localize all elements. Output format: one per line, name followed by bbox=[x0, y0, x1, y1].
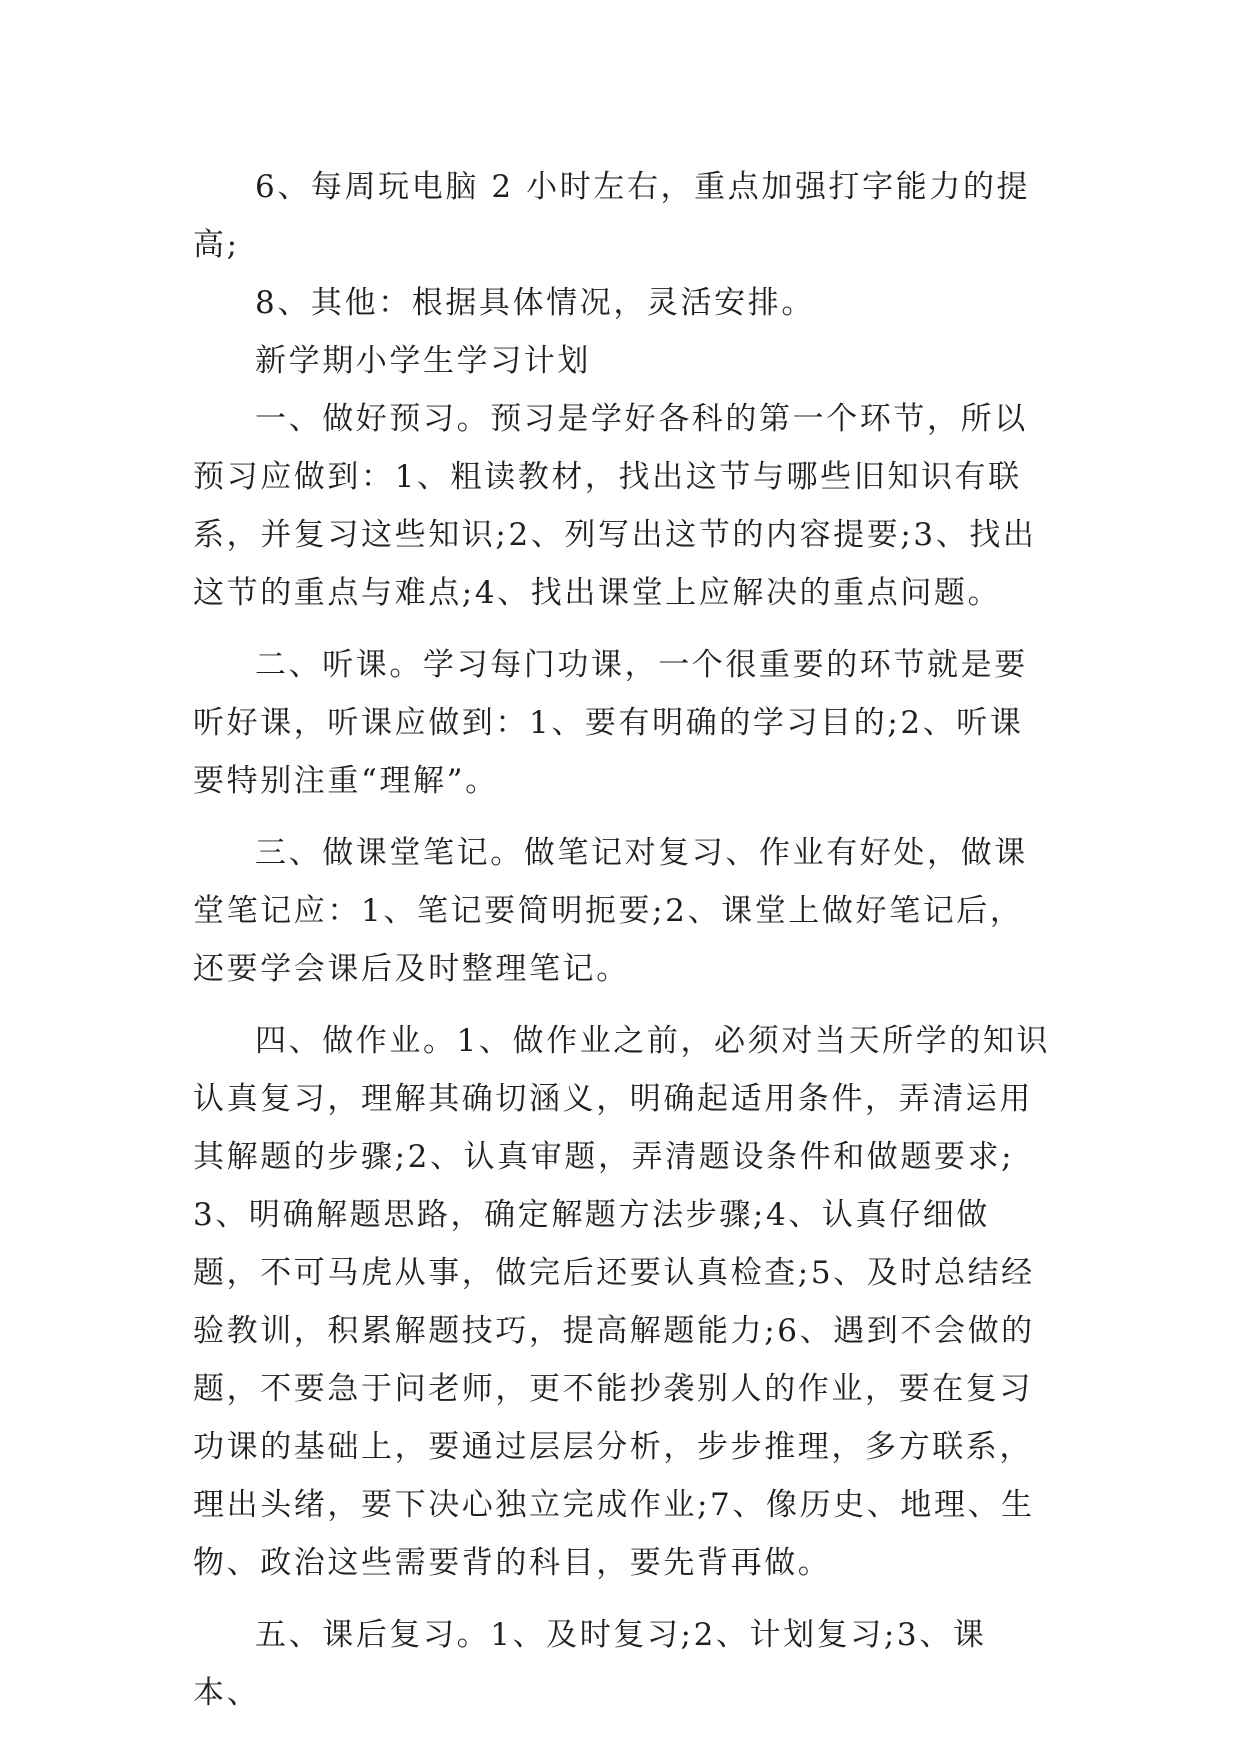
paragraph-notes: 三、做课堂笔记。做笔记对复习、作业有好处，做课堂笔记应：1、笔记要简明扼要;2、课堂上做好笔记后，还要学会课后及时整理笔记。 bbox=[193, 835, 1028, 987]
paragraph-homework: 四、做作业。1、做作业之前，必须对当天所学的知识认真复习，理解其确切涵义，明确起适用条件，弄清运用其解题的步骤;2、认真审题，弄清题设条件和做题要求;3、明确解题思路，确定解题方法步骤;4、认真仔细做题，不可马虎从事，做完后还要认真检查;5、及时总结经验教训，积累解题技巧，提高解题能力;6、遇到不会做的题，不要急于问老师，更不能抄袭别人的作业，要在复习功课的基础上，要通过层层分析，步步推理，多方联系，理出头绪，要下决心独立完成作业;7、像历史、地理、生物、政治这些需要背的科目，要先背再做。 bbox=[193, 1023, 1051, 1581]
document-body bbox=[193, 158, 1053, 1722]
paragraph-review: 五、课后复习。1、及时复习;2、计划复习;3、课本、 bbox=[193, 1617, 987, 1711]
section-heading: 新学期小学生学习计划 bbox=[255, 343, 591, 379]
paragraph-other-arrangements: 8、其他：根据具体情况，灵活安排。 bbox=[255, 285, 815, 321]
paragraph-preview: 一、做好预习。预习是学好各科的第一个环节，所以预习应做到：1、粗读教材，找出这节与哪些旧知识有联系，并复习这些知识;2、列写出这节的内容提要;3、找出这节的重点与难点;4、找出课堂上应解决的重点问题。 bbox=[193, 401, 1037, 611]
paragraph-computer-time: 6、每周玩电脑 2 小时左右，重点加强打字能力的提高; bbox=[193, 169, 1031, 263]
paragraph-listening: 二、听课。学习每门功课，一个很重要的环节就是要听好课，听课应做到：1、要有明确的学习目的;2、听课要特别注重“理解”。 bbox=[193, 647, 1028, 799]
